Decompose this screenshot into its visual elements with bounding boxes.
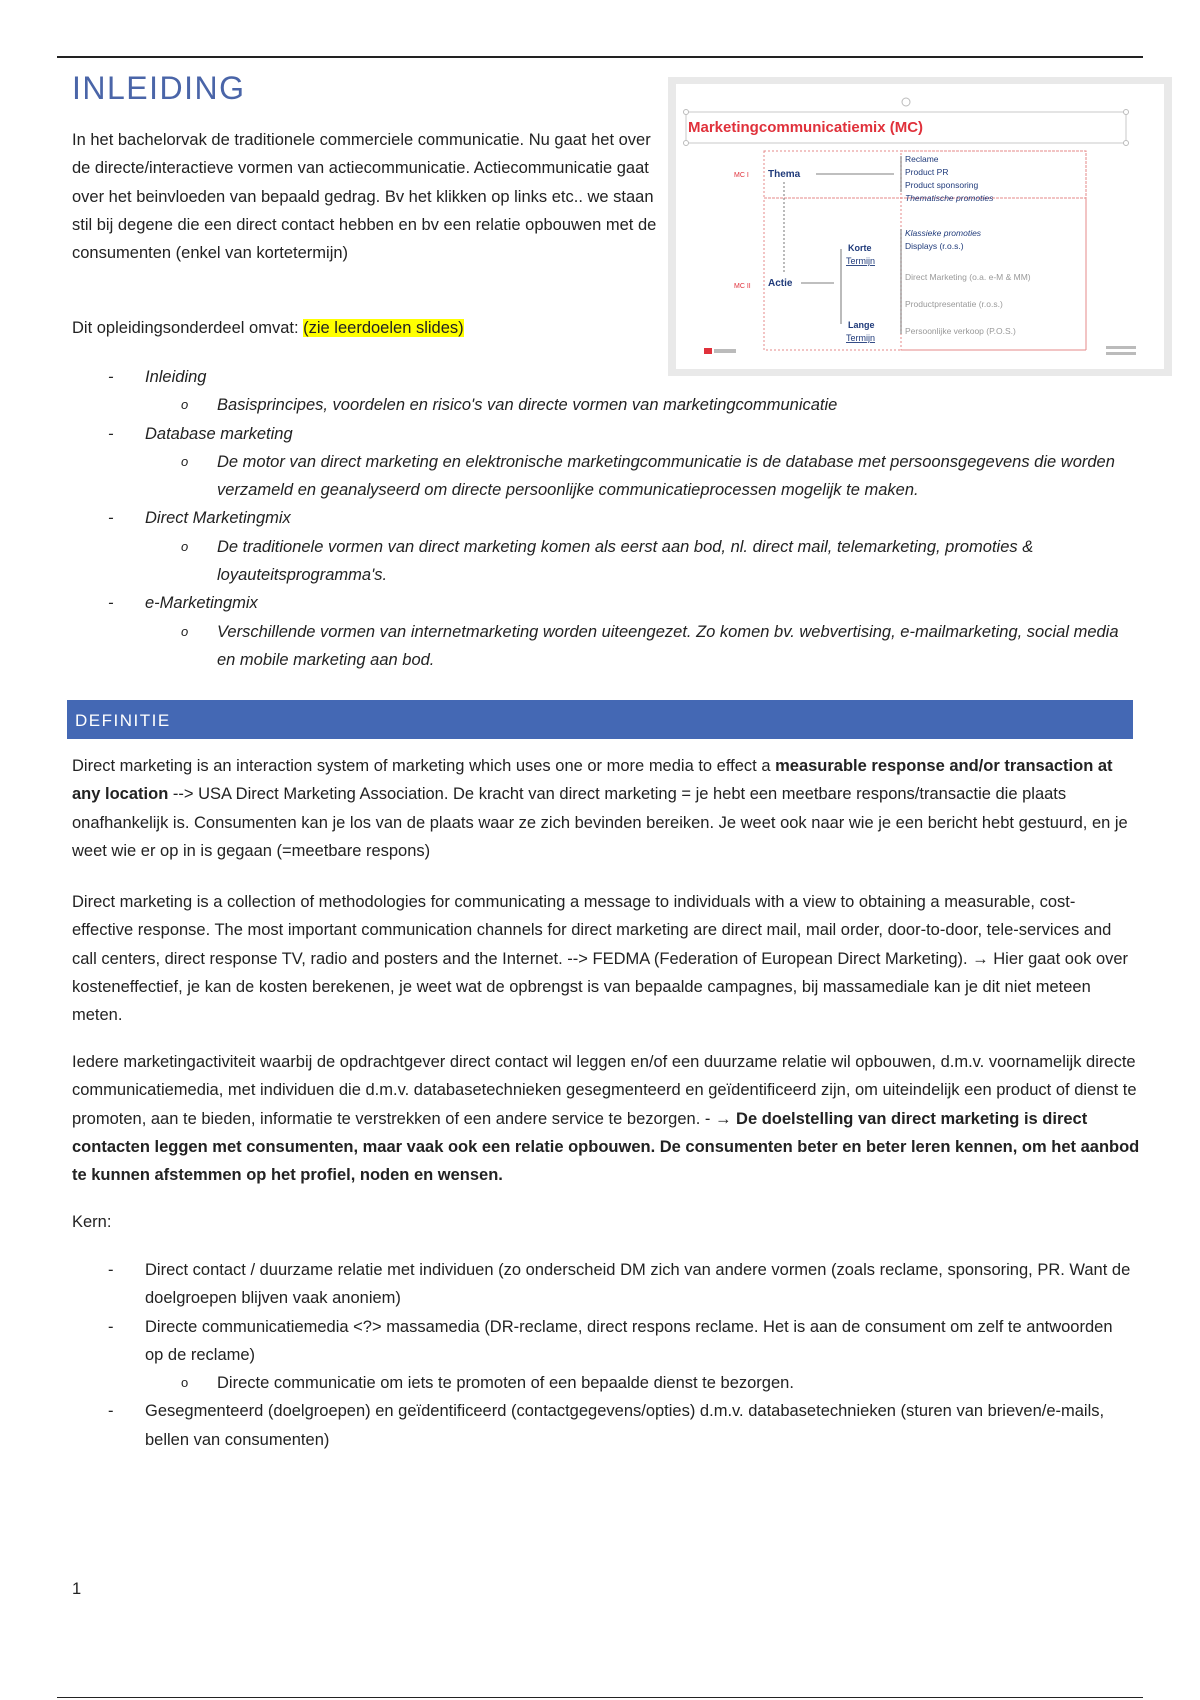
actie-item-3: Direct Marketing (o.a. e-M & MM)	[905, 272, 1031, 282]
definition-usa-text: Direct marketing is an interaction system of marketing which uses one or more media to effect a	[72, 757, 776, 775]
definition-usa-bold: measurable response and/or transaction at any location	[72, 757, 1113, 804]
thema-item-1: Reclame	[905, 154, 939, 164]
label-mc2: MC II	[734, 283, 751, 290]
thema-item-4: Thematische promoties	[905, 193, 994, 203]
list-item: - Gesegmenteerd (doelgroepen) en geïdentificeerd (contactgegevens/opties) d.m.v. databasetechnieken (sturen van brieven/e-mails, bellen van consumenten)	[72, 1397, 1132, 1454]
handle-tr	[1124, 110, 1129, 115]
kern-list	[72, 1256, 1132, 1454]
omvat-label: Dit opleidingsonderdeel omvat:	[72, 319, 304, 337]
section-heading-definitie	[67, 700, 1133, 739]
label-lange-termijn: Termijn	[846, 333, 876, 343]
topic-label: Database marketing	[145, 424, 293, 443]
sub-list-item: o Basisprincipes, voordelen en risico's van directe vormen van marketingcommunicatie	[144, 391, 1132, 419]
list-item: - Direct contact / duurzame relatie met individuen (zo onderscheid DM zich van andere vormen (zoals reclame, sponsoring, PR. Want de doelgroepen blijven vaak anoniem)	[72, 1256, 1132, 1313]
list-item	[72, 504, 1132, 589]
thema-item-2: Product PR	[905, 167, 949, 177]
list-item	[72, 1313, 1132, 1398]
definition-nl	[72, 1048, 1142, 1189]
topic-label: e-Marketingmix	[145, 594, 258, 613]
label-mc1: MC I	[734, 172, 749, 179]
mc-diagram	[676, 84, 1164, 369]
intro-paragraph: In het bachelorvak de traditionele commerciele communicatie. Nu gaat het over de directe/interactieve vormen van actiecommunicatie. Actiecommunicatie gaat over het beinvloeden van bepaald gedrag. Bv het klikken op links etc.. we staan stil bij degene die een direct contact hebben en bv een relatie opbouwen met de consumenten (enkel van kortetermijn)	[72, 131, 657, 263]
actie-item-1: Klassieke promoties	[905, 228, 982, 238]
page-number: 1	[72, 1580, 82, 1598]
top-rule	[57, 56, 1143, 58]
topics-list	[72, 363, 1132, 674]
list-item	[72, 420, 1132, 505]
sub-list-item: o De motor van direct marketing en elektronische marketingcommunicatie is de database met persoonsgegevens die worden verzameld en geanalyseerd om directe persoonlijke communicatieprocessen mogelijk te maken.	[144, 448, 1132, 505]
label-actie: Actie	[768, 278, 793, 289]
slide-title: Marketingcommunicatiemix (MC)	[688, 119, 924, 136]
marketingcommunicatiemix-slide	[668, 77, 1172, 376]
definition-usa-text-2: --> USA Direct Marketing Association. De kracht van direct marketing = je hebt een meetbare respons/transactie die plaats onafhankelijk is. Consumenten kan je los van de plaats waar ze zich bevinden bereiken. Je weet ook naar wie je een bericht hebt gestuurd, en je weet wie er op in is gegaan (=meetbare respons)	[72, 785, 1128, 860]
handle-tl	[684, 110, 689, 115]
slide-logo	[704, 348, 712, 354]
definition-fedma: Direct marketing is a collection of methodologies for communicating a message to individuals with a view to obtaining a measurable, cost-effective response. The most important communication channels for direct marketing are direct mail, mail order, door-to-door, tele-services and call centers, direct response TV, radio and posters and the Internet. --> FEDMA (Federation of European Direct Marketing). → Hier gaat ook over kosteneffectief, je kan de kosten berekenen, je weet wat de opbrengst is van bepaalde campagnes, bij massamediale kan je dit niet meteen meten.	[72, 893, 1129, 1025]
actie-item-5: Persoonlijke verkoop (P.O.S.)	[905, 326, 1016, 336]
kern-item-text: Directe communicatiemedia <?> massamedia (DR-reclame, direct respons reclame. Het is aan de consument om zelf te antwoorden op de reclame)	[145, 1317, 1113, 1364]
handle-bl	[684, 141, 689, 146]
bottom-rule	[57, 1697, 1143, 1698]
topic-label: Inleiding	[145, 368, 207, 386]
sub-list-item: o Directe communicatie om iets te promoten of een bepaalde dienst te bezorgen.	[144, 1369, 1132, 1397]
actie-item-4: Productpresentatie (r.o.s.)	[905, 299, 1003, 309]
sub-list-item: o Verschillende vormen van internetmarketing worden uiteengezet. Zo komen bv. webvertising, e-mailmarketing, social media en mobile marketing aan bod.	[144, 618, 1132, 675]
omvat-highlight: (zie leerdoelen slides)	[303, 319, 464, 337]
actie-item-2: Displays (r.o.s.)	[905, 241, 964, 251]
label-korte: Korte	[848, 243, 872, 253]
list-item	[72, 363, 1132, 420]
label-lange: Lange	[848, 320, 875, 330]
slide-footer-mark-2	[1106, 352, 1136, 355]
slide-logo-text	[714, 349, 736, 353]
slide-canvas	[676, 84, 1164, 369]
section-heading-text: DEFINITIE	[75, 711, 171, 730]
omvat-line	[72, 314, 464, 342]
rotate-handle	[902, 98, 910, 106]
page-title: INLEIDING	[72, 70, 246, 106]
thema-item-3: Product sponsoring	[905, 180, 979, 190]
definition-nl-bold: → De doelstelling van direct marketing is direct contacten leggen met consumenten, maar vaak ook een relatie opbouwen. De consumenten beter en beter leren kennen, om het aanbod te kunnen afstemmen op het profiel, noden en wensen.	[72, 1109, 1140, 1185]
list-item	[72, 589, 1132, 674]
topic-label: Direct Marketingmix	[145, 509, 291, 528]
slide-footer-mark	[1106, 346, 1136, 349]
label-thema: Thema	[768, 169, 801, 180]
sub-list-item: o De traditionele vormen van direct marketing komen als eerst aan bod, nl. direct mail, telemarketing, promoties & loyauteitsprogramma's.	[144, 533, 1132, 590]
definition-usa	[72, 752, 1135, 865]
handle-br	[1124, 141, 1129, 146]
definition-nl-text: Iedere marketingactiviteit waarbij de opdrachtgever direct contact wil leggen en/of een duurzame relatie wil opbouwen, d.m.v. voornamelijk directe communicatiemedia, met individuen die d.m.v. databasetechnieken gesegmenteerd en geïdentificeerd zijn, om uiteindelijk een product of dienst te promoten, aan te bieden, informatie te verstrekken of een andere service te bezorgen. -	[72, 1053, 1137, 1128]
kern-label: Kern:	[72, 1213, 112, 1231]
label-korte-termijn: Termijn	[846, 256, 876, 266]
